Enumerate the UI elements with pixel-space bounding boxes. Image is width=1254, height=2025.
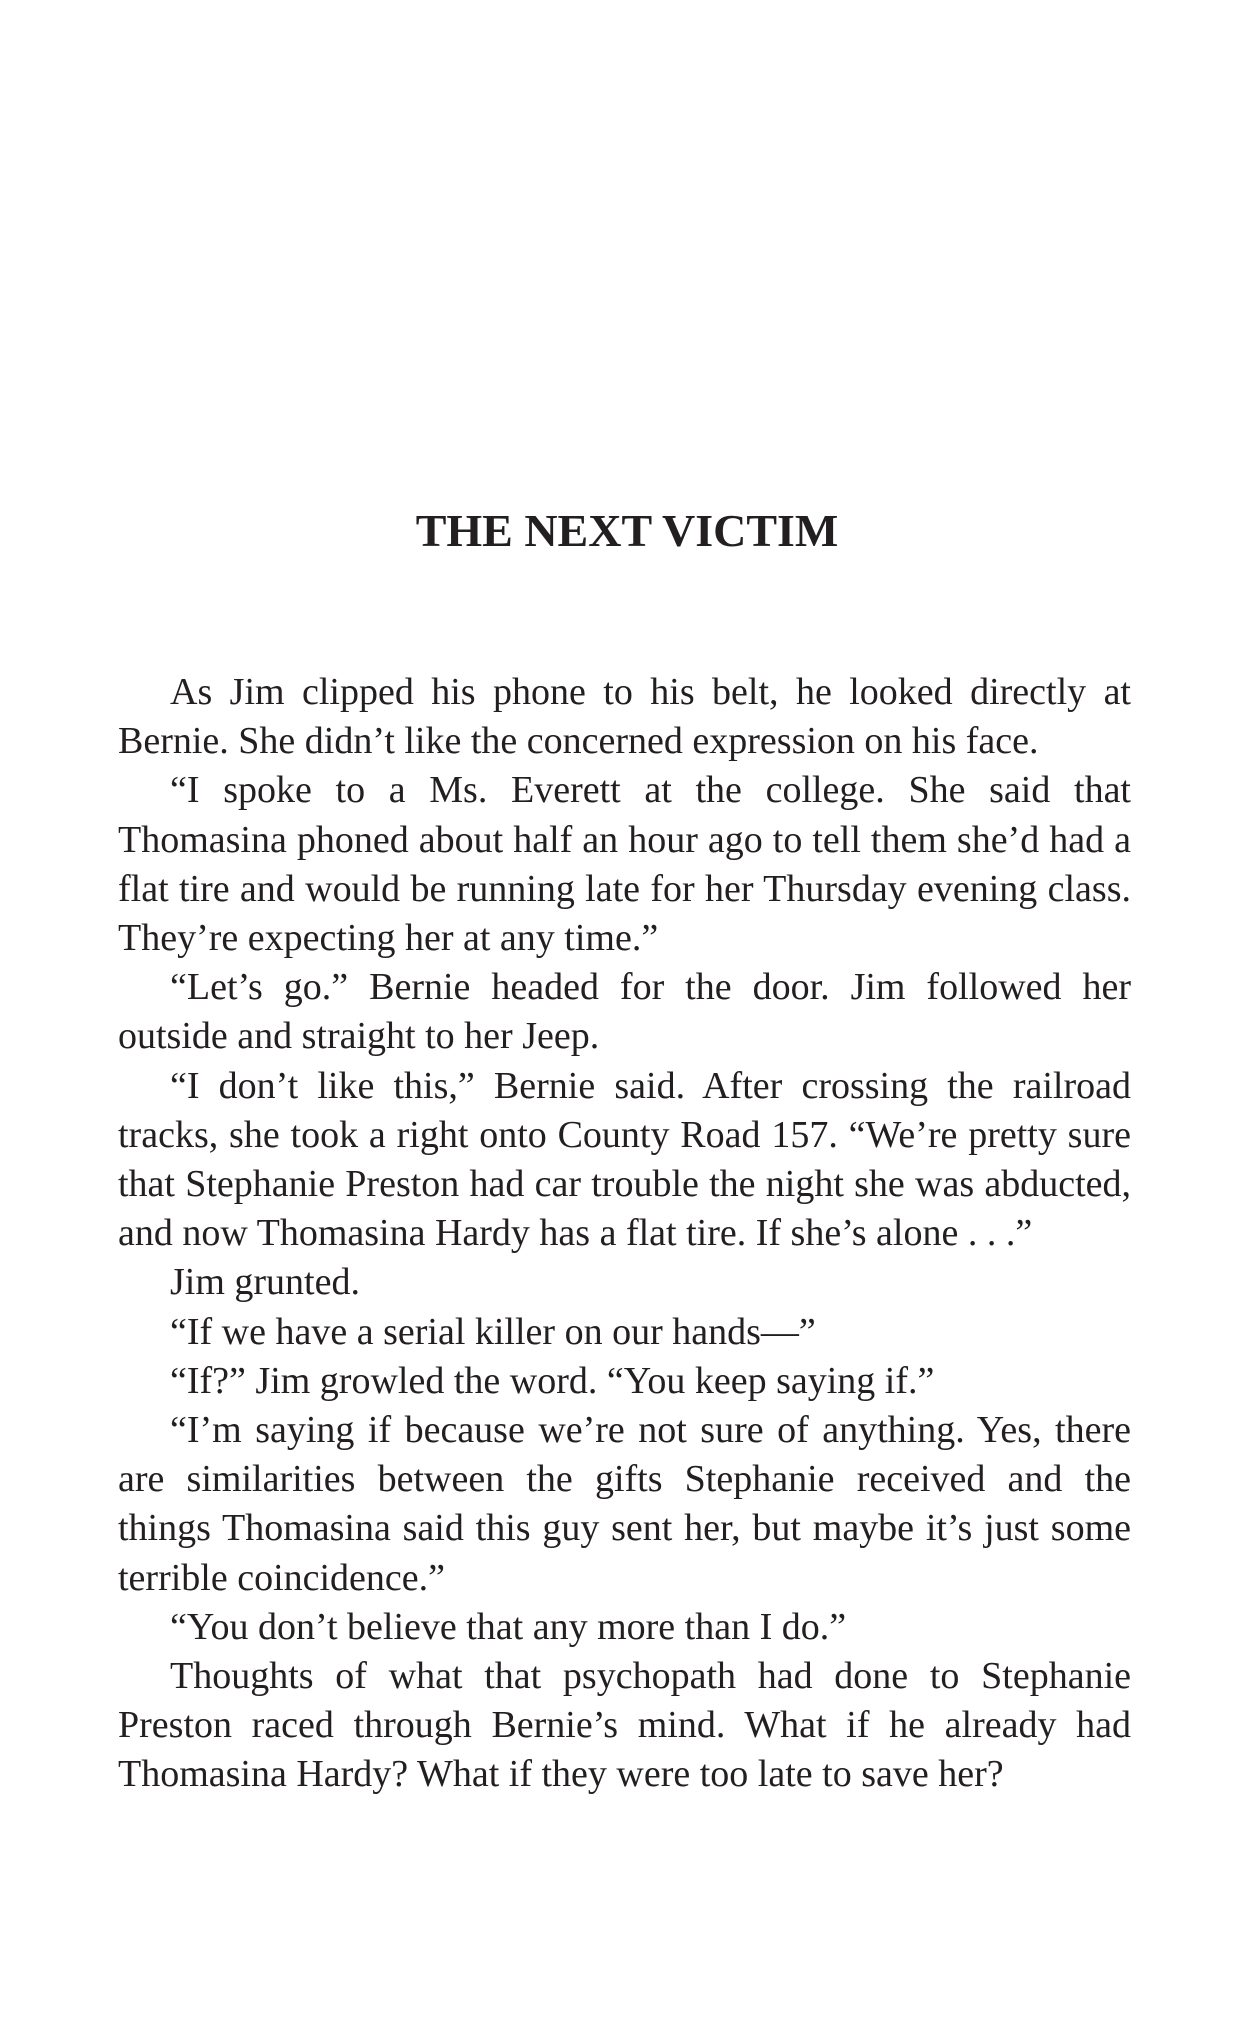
chapter-title: THE NEXT VICTIM <box>415 505 839 556</box>
paragraph: “If we have a serial killer on our hands—” <box>170 1310 816 1353</box>
paragraph: Thoughts of what that psychopath had done to Stephanie Preston raced through Bernie’s mind. What if he already had Thomasina Hardy? What if they were too late to save her? <box>118 1655 1131 1796</box>
paragraph: “Let’s go.” Bernie headed for the door. Jim followed her outside and straight to her Jeep. <box>118 966 1131 1058</box>
body-text <box>118 668 1131 1800</box>
paragraph: As Jim clipped his phone to his belt, he looked directly at Bernie. She didn’t like the concerned expression on his face. <box>118 671 1131 763</box>
paragraph: “You don’t believe that any more than I do.” <box>170 1605 847 1648</box>
paragraph: Jim grunted. <box>170 1261 360 1304</box>
paragraph: “I’m saying if because we’re not sure of anything. Yes, there are similarities between the gifts Stephanie received and the things Thomasina said this guy sent her, but maybe it’s just some terrible coincidence.” <box>118 1409 1131 1599</box>
paragraph: “I don’t like this,” Bernie said. After crossing the railroad tracks, she took a right onto County Road 157. “We’re pretty sure that Stephanie Preston had car trouble the night she was abducted, and now Thomasina Hardy has a flat tire. If she’s alone . . .” <box>118 1064 1131 1255</box>
paragraph: “I spoke to a Ms. Everett at the college. She said that Thomasina phoned about half an hour ago to tell them she’d had a flat tire and would be running late for her Thursday evening class. They’re expecting her at any time.” <box>118 769 1131 960</box>
paragraph: “If?” Jim growled the word. “You keep saying if.” <box>170 1359 935 1402</box>
